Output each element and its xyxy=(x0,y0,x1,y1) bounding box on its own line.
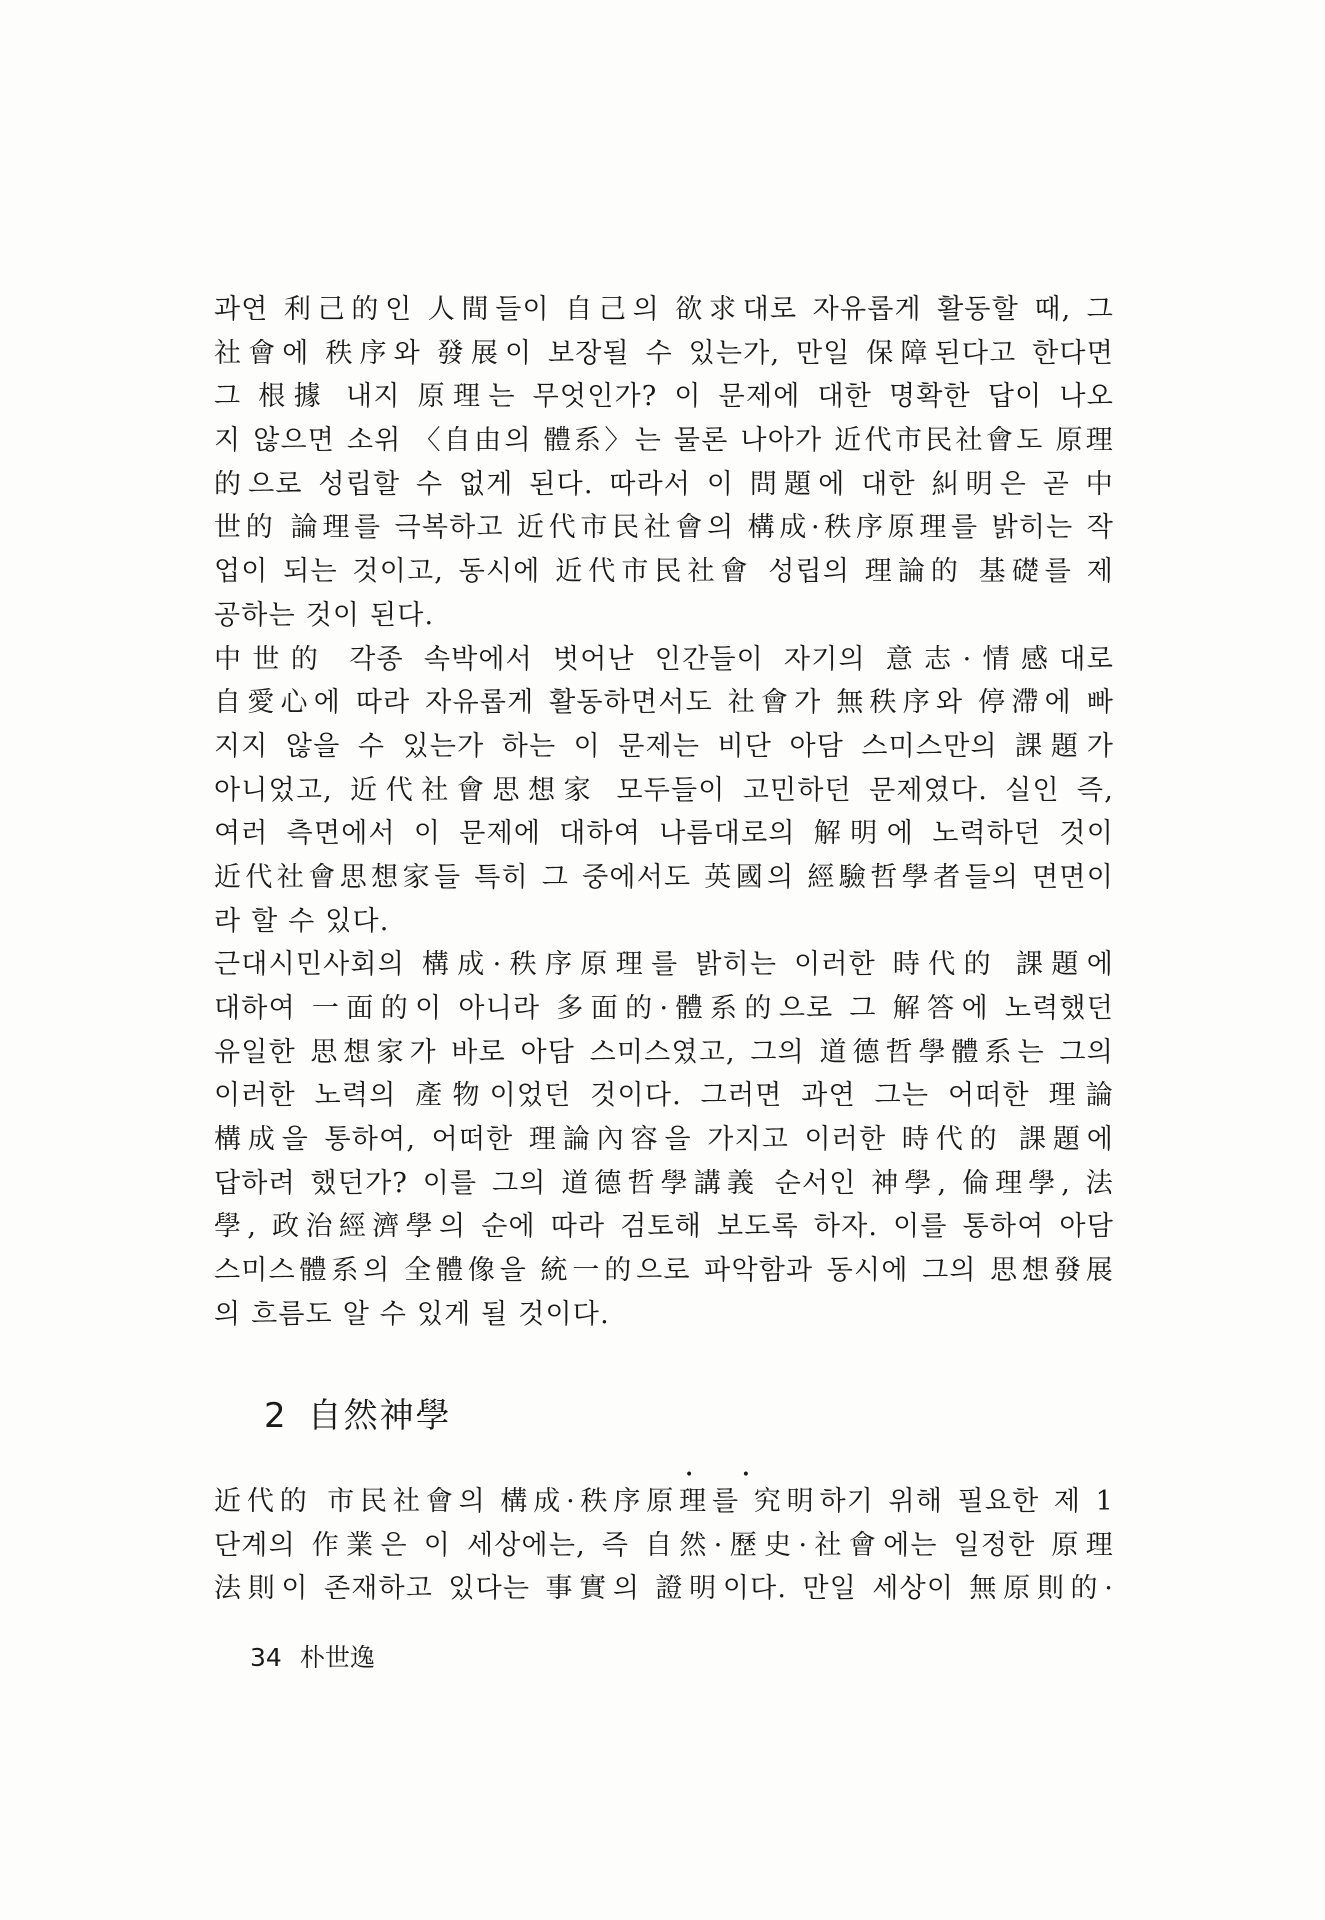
text-line: 라 할 수 있다. xyxy=(214,905,390,937)
text-line: 學, 政治經濟學의 순에 따라 검토해 보도록 하자. 이를 통하여 아담 xyxy=(214,1211,1114,1243)
emphasis-marks: • • xyxy=(685,1467,772,1483)
text-line: 공하는 것이 된다. xyxy=(214,599,435,631)
text-line: 構成을 통하여, 어떠한 理論內容을 가지고 이러한 時代的 課題에 xyxy=(214,1124,1114,1156)
text-line: 的으로 성립할 수 없게 된다. 따라서 이 問題에 대한 糾明은 곧 中 xyxy=(214,468,1114,500)
section-number: 2 xyxy=(264,1396,288,1436)
body-text-section-2 xyxy=(214,1480,1114,1611)
text-line: 대하여 一面的이 아니라 多面的·體系的으로 그 解答에 노력했던 xyxy=(214,993,1114,1024)
text-line: 답하려 했던가? 이를 그의 道德哲學講義 순서인 神學, 倫理學, 法 xyxy=(214,1167,1114,1199)
text-line: 그 根據 내지 原理는 무엇인가? 이 문제에 대한 명확한 답이 나오 xyxy=(214,381,1114,413)
text-line: 近代社會思想家들 특히 그 중에서도 英國의 經驗哲學者들의 면면이 xyxy=(214,861,1114,893)
text-line: 지지 않을 수 있는가 하는 이 문제는 비단 아담 스미스만의 課題가 xyxy=(214,730,1114,762)
text-line: 社會에 秩序와 發展이 보장될 수 있는가, 만일 保障된다고 한다면 xyxy=(214,337,1114,369)
page-footer xyxy=(250,1638,375,1674)
text-line: 近代的 市民社會의 構成·秩序原理를 究明하기 위해 필요한 제 1 xyxy=(214,1486,1114,1517)
text-line: 自愛心에 따라 자유롭게 활동하면서도 社會가 無秩序와 停滯에 빠 xyxy=(214,687,1114,719)
body-text-section-1 xyxy=(214,288,1114,1337)
text-line: 여러 측면에서 이 문제에 대하여 나름대로의 解明에 노력하던 것이 xyxy=(214,818,1114,850)
text-line: 유일한 思想家가 바로 아담 스미스였고, 그의 道德哲學體系는 그의 xyxy=(214,1036,1114,1068)
text-line: 과연 利己的인 人間들이 自己의 欲求대로 자유롭게 활동할 때, 그 xyxy=(214,294,1114,325)
text-line: 업이 되는 것이고, 동시에 近代市民社會 성립의 理論的 基礎를 제 xyxy=(214,556,1114,588)
text-line: 世的 論理를 극복하고 近代市民社會의 構成·秩序原理를 밝히는 작 xyxy=(214,512,1114,544)
page-number: 34 xyxy=(250,1643,282,1672)
text-line: 이러한 노력의 產物이었던 것이다. 그러면 과연 그는 어떠한 理論 xyxy=(214,1080,1114,1112)
section-title: 自然神學 xyxy=(307,1396,452,1436)
author-name: 朴世逸 xyxy=(299,1643,375,1672)
text-line: 法則이 존재하고 있다는 事實의 證明이다. 만일 세상이 無原則的· xyxy=(214,1573,1114,1605)
text-line: 스미스體系의 全體像을 統一的으로 파악함과 동시에 그의 思想發展 xyxy=(214,1255,1114,1287)
text-line: 中世的 각종 속박에서 벗어난 인간들이 자기의 意志·情感대로 xyxy=(214,643,1114,675)
text-line: 아니었고, 近代社會思想家 모두들이 고민하던 문제였다. 실인 즉, xyxy=(214,774,1114,806)
text-line: 지 않으면 소위 〈自由의 體系〉는 물론 나아가 近代市民社會도 原理 xyxy=(214,425,1114,457)
text-line: 단계의 作業은 이 세상에는, 즉 自然·歷史·社會에는 일정한 原理 xyxy=(214,1529,1114,1561)
text-line: 근대시민사회의 構成·秩序原理를 밝히는 이러한 時代的 課題에 xyxy=(214,949,1114,981)
text-line: 의 흐름도 알 수 있게 될 것이다. xyxy=(214,1298,610,1330)
section-heading xyxy=(264,1388,452,1437)
